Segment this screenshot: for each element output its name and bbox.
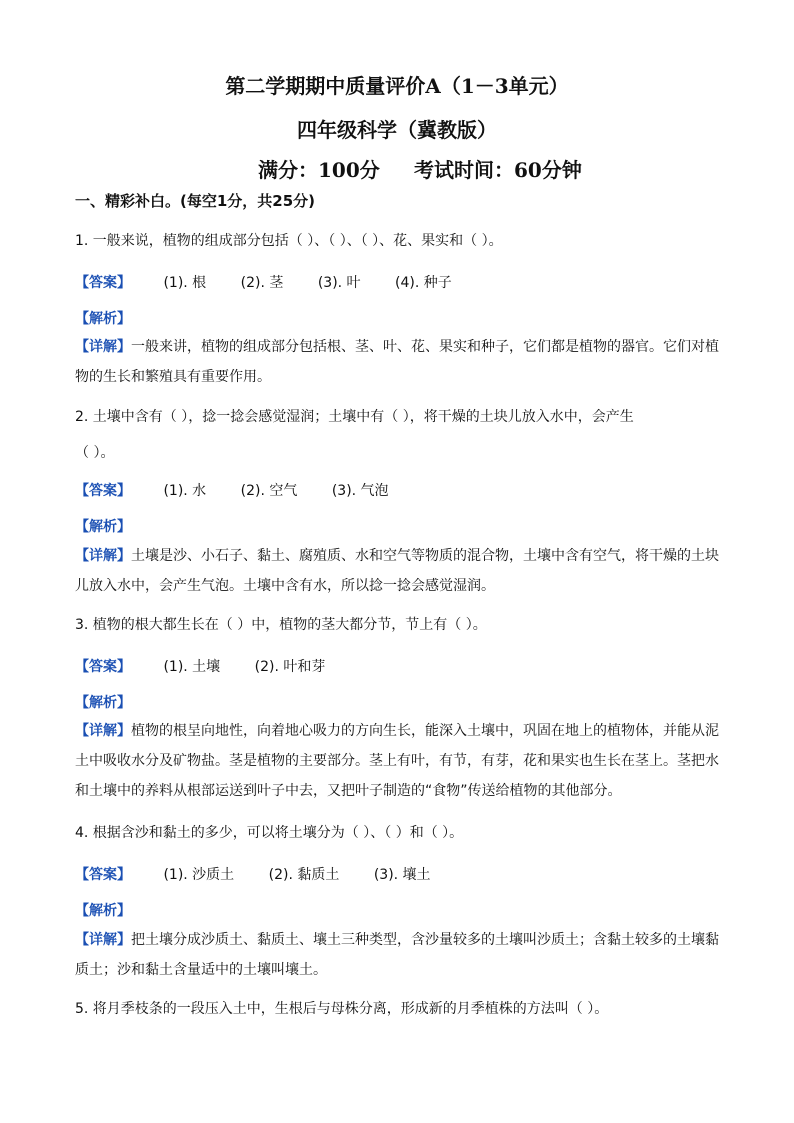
detail-text: 一般来讲，植物的组成部分包括根、茎、叶、花、果实和种子，它们都是植物的器官。它们对植物的生长和繁殖具有重要作用。	[75, 339, 719, 385]
question-5: 5. 将月季枝条的一段压入土中，生根后与母株分离，形成新的月季植株的方法叫（ ）。	[75, 1001, 609, 1017]
question-4: 4. 根据含沙和黏土的多少，可以将土壤分为（ ）、（ ）和（ ）。	[75, 825, 464, 841]
question-1: 1. 一般来说，植物的组成部分包括（ ）、（ ）、（ ）、花、果实和（ ）。	[75, 233, 503, 249]
detail-text: 土壤是沙、小石子、黏土、腐殖质、水和空气等物质的混合物，土壤中含有空气，将干燥的土块儿放入水中，会产生气泡。土壤中含有水，所以捻一捻会感觉湿润。	[75, 548, 719, 594]
answer-label: 【答案】	[75, 483, 131, 499]
full-score: 满分：100分	[258, 158, 380, 182]
answer-item: (3). 壤土	[373, 867, 431, 883]
answer-row-3	[75, 656, 355, 676]
detail-4	[75, 925, 725, 985]
answer-item: (2). 茎	[240, 275, 284, 291]
detail-label: 【详解】	[75, 548, 131, 564]
answer-item: (2). 叶和芽	[254, 659, 326, 675]
section-heading: 一、精彩补白。(每空1分，共25分)	[75, 192, 316, 210]
answer-label: 【答案】	[75, 867, 131, 883]
answer-row-2	[75, 480, 419, 500]
exam-time: 考试时间：60分钟	[414, 158, 582, 182]
detail-text: 把土壤分成沙质土、黏质土、壤土三种类型，含沙量较多的土壤叫沙质土；含黏土较多的土壤黏质土；沙和黏土含量适中的土壤叫壤土。	[75, 932, 719, 978]
analysis-label: 【解析】	[75, 903, 131, 919]
answer-item: (3). 叶	[317, 275, 361, 291]
exam-title: 第二学期期中质量评价A（1－3单元）	[225, 74, 569, 98]
answer-row-4	[75, 864, 461, 884]
answer-item: (2). 黏质土	[268, 867, 340, 883]
answer-label: 【答案】	[75, 275, 131, 291]
analysis-label: 【解析】	[75, 311, 131, 327]
answer-label: 【答案】	[75, 659, 131, 675]
answer-item: (1). 水	[163, 483, 207, 499]
detail-label: 【详解】	[75, 723, 131, 739]
exam-subtitle: 四年级科学（冀教版）	[297, 118, 497, 142]
answer-item: (1). 沙质土	[163, 867, 235, 883]
answer-row-1	[75, 272, 482, 292]
answer-item: (1). 土壤	[163, 659, 221, 675]
detail-1	[75, 332, 725, 392]
detail-text: 植物的根呈向地性，向着地心吸力的方向生长，能深入土壤中，巩固在地上的植物体，并能从泥土中吸收水分及矿物盐。茎是植物的主要部分。茎上有叶，有节，有芽，花和果实也生长在茎上。茎把水和土壤中的养料从根部运送到叶子中去，又把叶子制造的“食物”传送给植物的其他部分。	[75, 723, 719, 799]
detail-label: 【详解】	[75, 339, 131, 355]
answer-item: (3). 气泡	[331, 483, 389, 499]
analysis-label: 【解析】	[75, 519, 131, 535]
answer-item: (2). 空气	[240, 483, 298, 499]
question-3: 3. 植物的根大都生长在（ ）中，植物的茎大都分节，节上有（ ）。	[75, 617, 487, 633]
question-2-line1: 2. 土壤中含有（ ），捻一捻会感觉湿润；土壤中有（ ），将干燥的土块儿放入水中，会产生	[75, 409, 634, 425]
detail-label: 【详解】	[75, 932, 131, 948]
detail-3	[75, 716, 725, 806]
analysis-label: 【解析】	[75, 695, 131, 711]
answer-item: (1). 根	[163, 275, 207, 291]
answer-item: (4). 种子	[395, 275, 452, 291]
detail-2	[75, 541, 725, 601]
question-2-line2: （ ）。	[75, 445, 115, 461]
